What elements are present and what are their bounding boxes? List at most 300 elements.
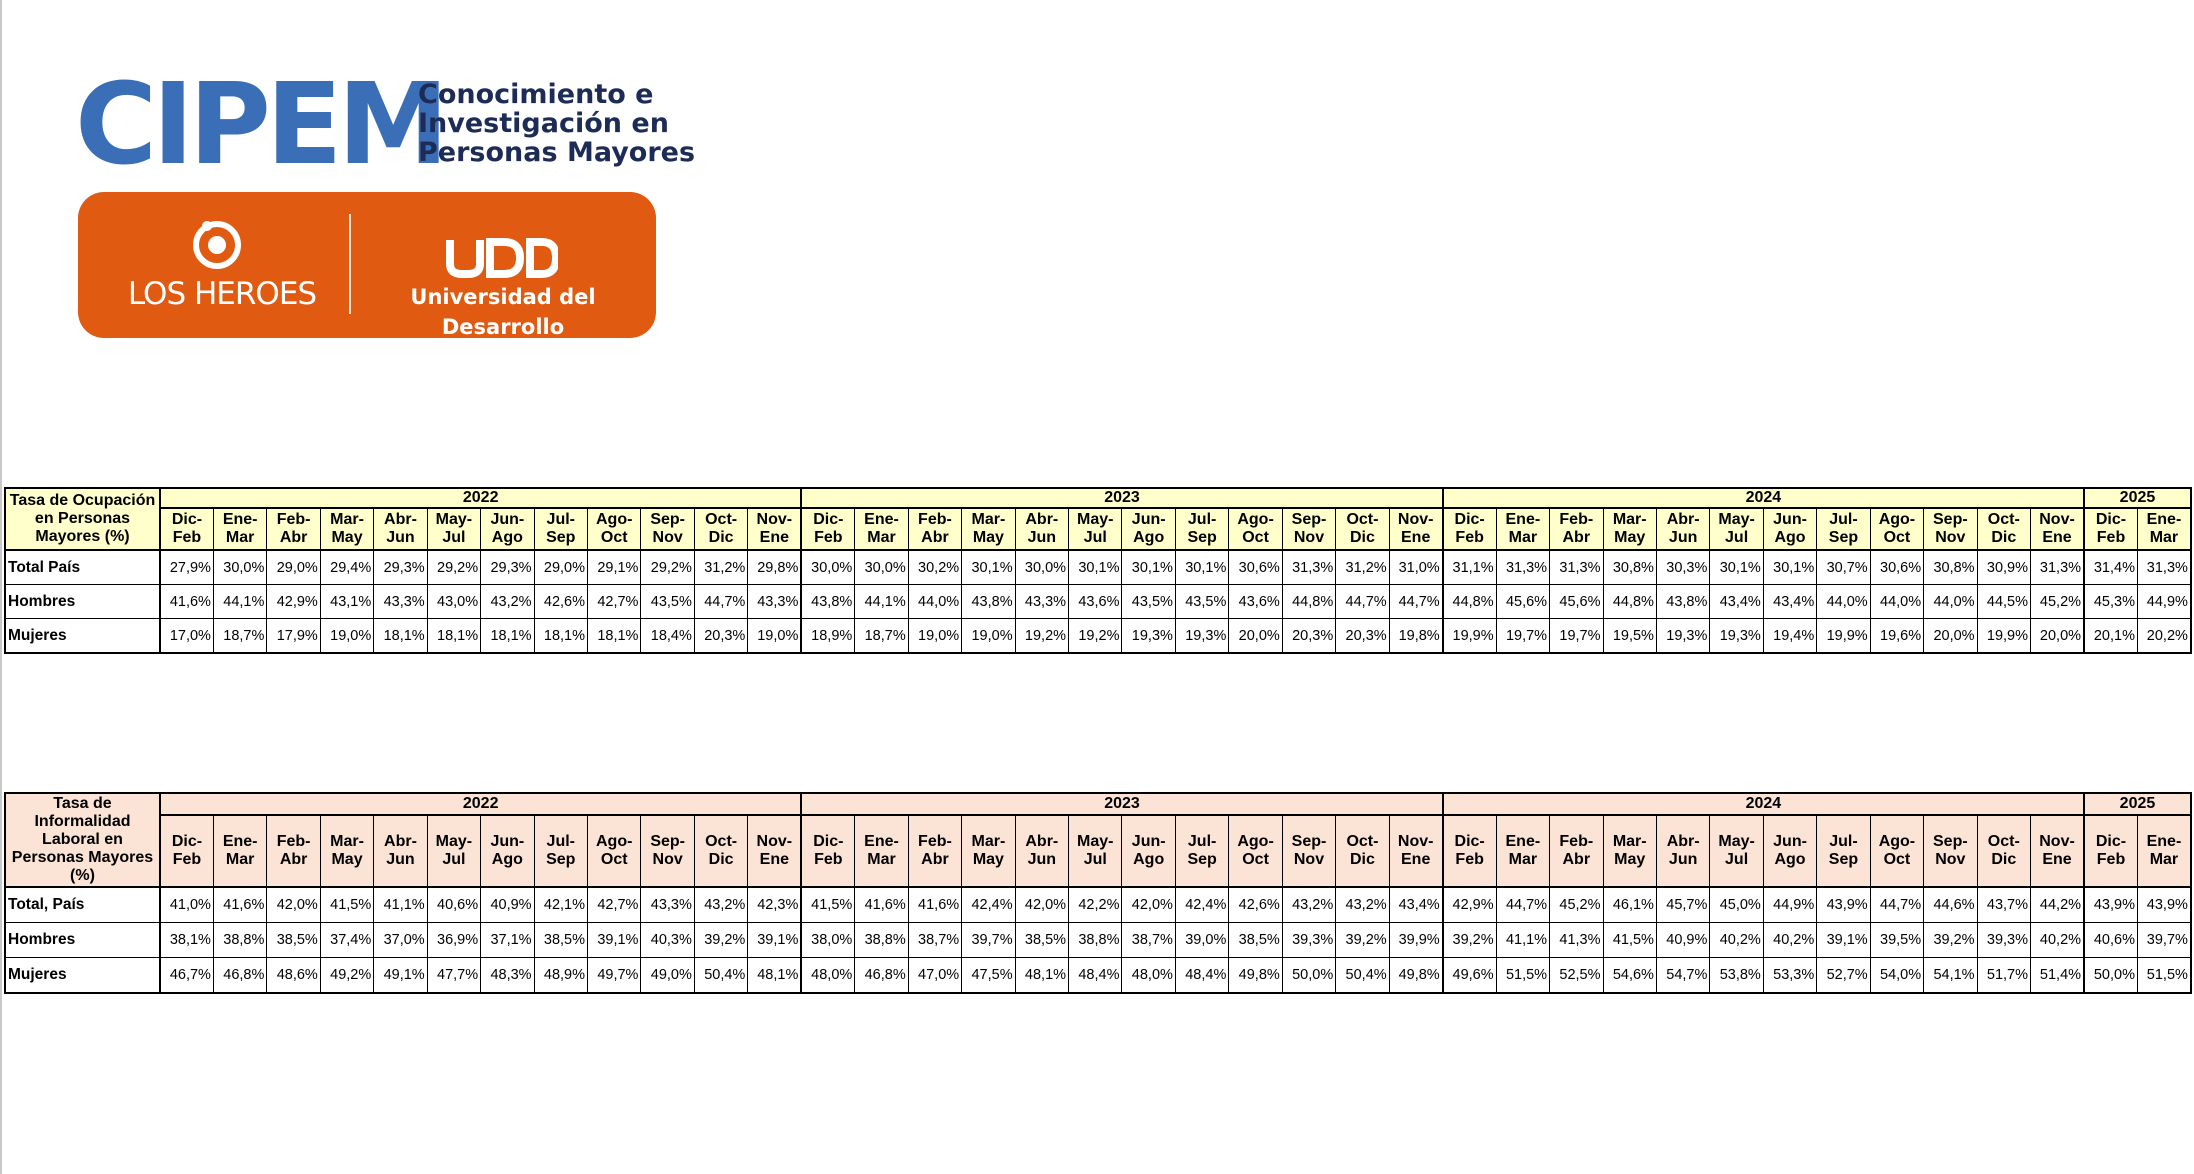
- udd-wordmark: Universidad del Desarrollo: [410, 285, 596, 339]
- table-cell: 40,2%: [1763, 923, 1816, 958]
- period-end: Sep: [1828, 851, 1859, 868]
- period-end: Abr: [279, 529, 308, 546]
- period-end: Ago: [491, 851, 523, 868]
- table-cell: 49,2%: [320, 958, 373, 994]
- period-start: Dic-: [171, 511, 203, 528]
- table-cell: 50,4%: [694, 958, 747, 994]
- table-cell: 44,0%: [1817, 585, 1870, 619]
- period-end: Jul: [442, 529, 466, 546]
- period-end: Jul: [1083, 529, 1107, 546]
- period-header: [748, 815, 802, 887]
- period-end: Feb: [2096, 529, 2126, 546]
- table-cell: 51,5%: [1496, 958, 1549, 994]
- table-cell: 50,0%: [2084, 958, 2137, 994]
- table-cell: 40,3%: [641, 923, 694, 958]
- table-cell: 42,9%: [267, 585, 320, 619]
- period-header: [1603, 815, 1656, 887]
- period-header: [1175, 815, 1228, 887]
- period-header: [1763, 815, 1816, 887]
- period-header: [1229, 815, 1282, 887]
- cipem-tagline-line: Conocimiento e: [418, 79, 654, 110]
- table-row: [5, 585, 2191, 619]
- period-header: [267, 508, 320, 550]
- period-end: Nov: [652, 851, 683, 868]
- table-cell: 48,0%: [1122, 958, 1175, 994]
- table-cell: 31,3%: [1282, 550, 1335, 585]
- table-cell: 43,8%: [801, 585, 854, 619]
- period-end: Ene: [759, 851, 789, 868]
- period-end: Sep: [1187, 851, 1217, 868]
- period-end: Mar: [1508, 529, 1538, 546]
- table-cell: 39,0%: [1175, 923, 1228, 958]
- period-end: Nov: [1293, 851, 1325, 868]
- table-cell: 41,5%: [1603, 923, 1656, 958]
- period-start: Jul-: [1187, 833, 1217, 850]
- table-cell: 46,1%: [1603, 887, 1656, 923]
- table-title: Tasa de Ocupación en Personas Mayores (%): [5, 488, 160, 550]
- period-start: Nov-: [1397, 511, 1434, 528]
- period-end: Abr: [921, 529, 949, 546]
- period-end: Mar: [2149, 851, 2179, 868]
- table-cell: 47,7%: [427, 958, 480, 994]
- table-row: [5, 958, 2191, 994]
- period-start: Mar-: [971, 511, 1006, 528]
- period-header: [427, 815, 480, 887]
- table-cell: 50,0%: [1282, 958, 1335, 994]
- informalidad-table: [4, 792, 2192, 994]
- table-cell: 40,2%: [2031, 923, 2085, 958]
- table-cell: 31,2%: [1336, 550, 1389, 585]
- table-cell: 19,6%: [1870, 619, 1923, 654]
- period-start: Ago-: [596, 833, 633, 850]
- period-header: [481, 508, 534, 550]
- row-label: Total País: [5, 550, 160, 585]
- table-cell: 44,5%: [1977, 585, 2030, 619]
- period-header: [962, 815, 1015, 887]
- table-cell: 43,6%: [1069, 585, 1122, 619]
- period-start: Ago-: [1878, 511, 1916, 528]
- table-cell: 20,3%: [694, 619, 747, 654]
- period-header: [908, 815, 961, 887]
- table-cell: 17,0%: [160, 619, 213, 654]
- table-cell: 44,7%: [694, 585, 747, 619]
- cipem-tagline-line: Investigación en: [418, 108, 669, 139]
- table-cell: 42,0%: [267, 887, 320, 923]
- table-cell: 29,8%: [748, 550, 802, 585]
- table-cell: 41,6%: [160, 585, 213, 619]
- period-header: [320, 508, 373, 550]
- table-cell: 43,3%: [641, 887, 694, 923]
- period-end: Nov: [1935, 851, 1966, 868]
- period-start: Ene-: [222, 833, 258, 850]
- period-end: Sep: [546, 529, 576, 546]
- table-cell: 49,8%: [1229, 958, 1282, 994]
- table-cell: 39,2%: [1336, 923, 1389, 958]
- period-header: [1496, 815, 1549, 887]
- period-header: [1229, 508, 1282, 550]
- table-cell: 43,6%: [1229, 585, 1282, 619]
- table-cell: 19,3%: [1656, 619, 1709, 654]
- table-cell: 44,6%: [1924, 887, 1977, 923]
- period-start: Jul-: [1829, 833, 1858, 850]
- period-start: Oct-: [705, 833, 738, 850]
- period-start: Jul-: [1187, 511, 1217, 528]
- table-cell: 31,2%: [694, 550, 747, 585]
- table-cell: 39,2%: [694, 923, 747, 958]
- table-cell: 42,2%: [1069, 887, 1122, 923]
- period-start: Dic-: [171, 833, 203, 850]
- table-row: [5, 619, 2191, 654]
- period-start: Feb-: [276, 511, 311, 528]
- table-cell: 20,3%: [1336, 619, 1389, 654]
- table-cell: 29,1%: [588, 550, 641, 585]
- period-header: [481, 815, 534, 887]
- table-cell: 51,4%: [2031, 958, 2085, 994]
- table-cell: 49,1%: [374, 958, 427, 994]
- period-start: Abr-: [384, 833, 417, 850]
- period-start: Jun-: [1773, 511, 1807, 528]
- table-cell: 44,7%: [1870, 887, 1923, 923]
- period-header: [801, 508, 854, 550]
- period-header: [908, 508, 961, 550]
- table-cell: 30,1%: [1710, 550, 1763, 585]
- period-end: Sep: [546, 851, 576, 868]
- period-end: Oct: [1883, 851, 1911, 868]
- period-start: Sep-: [1291, 511, 1327, 528]
- period-end: Dic: [1991, 529, 2017, 546]
- table-cell: 54,1%: [1924, 958, 1977, 994]
- period-header: [1389, 815, 1443, 887]
- period-header: [748, 508, 802, 550]
- period-start: Abr-: [384, 511, 417, 528]
- period-end: Dic: [1991, 851, 2017, 868]
- table-cell: 43,9%: [2137, 887, 2190, 923]
- table-cell: 48,9%: [534, 958, 587, 994]
- period-end: Abr: [1562, 851, 1591, 868]
- period-end: Ene: [1401, 529, 1431, 546]
- period-start: Abr-: [1025, 511, 1059, 528]
- table-cell: 48,1%: [1015, 958, 1068, 994]
- period-start: May-: [1718, 511, 1755, 528]
- period-end: Feb: [814, 529, 843, 546]
- period-header: [1603, 508, 1656, 550]
- period-end: Oct: [1883, 529, 1911, 546]
- table-cell: 29,4%: [320, 550, 373, 585]
- period-header: [1817, 508, 1870, 550]
- table-cell: 41,1%: [374, 887, 427, 923]
- los-heroes-wordmark: LOS HEROES: [127, 276, 317, 312]
- period-end: Jun: [386, 851, 415, 868]
- table-cell: 43,1%: [320, 585, 373, 619]
- table-cell: 18,4%: [641, 619, 694, 654]
- table-cell: 51,5%: [2137, 958, 2190, 994]
- period-header: [962, 508, 1015, 550]
- banner-divider: [349, 214, 351, 314]
- period-header: [2084, 815, 2137, 887]
- row-label: Hombres: [5, 585, 160, 619]
- period-header: [160, 508, 213, 550]
- table-cell: 27,9%: [160, 550, 213, 585]
- period-start: Nov-: [2039, 833, 2075, 850]
- udd-logo-mark: [446, 236, 558, 278]
- table-cell: 48,3%: [481, 958, 534, 994]
- table-cell: 31,4%: [2084, 550, 2137, 585]
- cipem-wordmark: CIPEM: [75, 60, 444, 190]
- table-cell: 54,7%: [1656, 958, 1709, 994]
- table-cell: 42,7%: [588, 887, 641, 923]
- period-start: Abr-: [1025, 833, 1059, 850]
- table-cell: 38,5%: [534, 923, 587, 958]
- table-cell: 44,2%: [2031, 887, 2085, 923]
- period-end: Jul: [442, 851, 466, 868]
- period-end: Ago: [1133, 851, 1165, 868]
- period-end: May: [972, 529, 1004, 546]
- table-cell: 42,1%: [534, 887, 587, 923]
- period-start: Ago-: [596, 511, 633, 528]
- table-row: [5, 923, 2191, 958]
- table-cell: 30,6%: [1870, 550, 1923, 585]
- table-cell: 19,9%: [1977, 619, 2030, 654]
- table-cell: 43,2%: [1282, 887, 1335, 923]
- table-cell: 39,7%: [2137, 923, 2190, 958]
- period-start: Sep-: [1933, 833, 1968, 850]
- table-cell: 43,9%: [1817, 887, 1870, 923]
- year-header: 2024: [1443, 488, 2084, 508]
- table-cell: 48,0%: [801, 958, 854, 994]
- period-end: May: [972, 851, 1004, 868]
- table-cell: 54,0%: [1870, 958, 1923, 994]
- table-cell: 45,6%: [1550, 585, 1603, 619]
- table-cell: 44,8%: [1603, 585, 1656, 619]
- table-cell: 41,6%: [855, 887, 908, 923]
- table-cell: 20,0%: [2031, 619, 2085, 654]
- table-cell: 19,5%: [1603, 619, 1656, 654]
- period-end: Sep: [1187, 529, 1217, 546]
- period-end: Jun: [386, 529, 415, 546]
- table-cell: 41,0%: [160, 887, 213, 923]
- period-end: Dic: [1349, 529, 1375, 546]
- table-cell: 43,8%: [1656, 585, 1709, 619]
- table-cell: 41,6%: [908, 887, 961, 923]
- period-end: May: [1614, 529, 1646, 546]
- table-cell: 43,2%: [481, 585, 534, 619]
- ocupacion-table: [4, 487, 2192, 654]
- period-start: Dic-: [813, 511, 844, 528]
- period-end: Mar: [225, 851, 255, 868]
- period-header: [320, 815, 373, 887]
- table-cell: 44,9%: [1763, 887, 1816, 923]
- table-cell: 31,3%: [1550, 550, 1603, 585]
- period-header: [1656, 508, 1709, 550]
- period-header: [1496, 508, 1549, 550]
- period-end: Dic: [708, 529, 734, 546]
- period-header: [213, 508, 266, 550]
- table-cell: 30,1%: [962, 550, 1015, 585]
- table-cell: 40,9%: [1656, 923, 1709, 958]
- table-cell: 30,2%: [908, 550, 961, 585]
- period-start: Sep-: [1291, 833, 1327, 850]
- table-cell: 48,4%: [1069, 958, 1122, 994]
- table-cell: 19,7%: [1550, 619, 1603, 654]
- period-header: [374, 815, 427, 887]
- table-cell: 39,1%: [588, 923, 641, 958]
- table-cell: 20,1%: [2084, 619, 2137, 654]
- table-cell: 31,0%: [1389, 550, 1443, 585]
- period-header: [641, 815, 694, 887]
- period-start: Ago-: [1237, 511, 1274, 528]
- period-header: [2031, 815, 2085, 887]
- table-cell: 29,0%: [267, 550, 320, 585]
- table-cell: 38,8%: [1069, 923, 1122, 958]
- table-cell: 43,4%: [1763, 585, 1816, 619]
- period-start: Oct-: [1987, 833, 2020, 850]
- period-start: Feb-: [1559, 833, 1594, 850]
- table-cell: 42,6%: [1229, 887, 1282, 923]
- table-cell: 30,3%: [1656, 550, 1709, 585]
- table-cell: 46,8%: [213, 958, 266, 994]
- table-cell: 39,7%: [962, 923, 1015, 958]
- period-header: [1550, 815, 1603, 887]
- table-cell: 38,5%: [1015, 923, 1068, 958]
- period-end: May: [331, 529, 363, 546]
- table-cell: 31,3%: [2137, 550, 2190, 585]
- period-header: [588, 508, 641, 550]
- table-cell: 30,0%: [213, 550, 266, 585]
- period-start: Dic-: [2095, 833, 2127, 850]
- period-start: Sep-: [1933, 511, 1968, 528]
- period-header: [374, 508, 427, 550]
- table-cell: 43,0%: [427, 585, 480, 619]
- table-cell: 19,2%: [1015, 619, 1068, 654]
- period-end: Ene: [759, 529, 789, 546]
- period-end: Mar: [867, 529, 896, 546]
- table-cell: 45,7%: [1656, 887, 1709, 923]
- table-cell: 19,3%: [1710, 619, 1763, 654]
- table-cell: 19,0%: [908, 619, 961, 654]
- period-header: [534, 815, 587, 887]
- period-start: Jul-: [546, 833, 575, 850]
- period-start: Ene-: [1505, 511, 1541, 528]
- period-start: Ene-: [864, 511, 899, 528]
- table-cell: 41,5%: [320, 887, 373, 923]
- period-start: Ene-: [864, 833, 899, 850]
- table-cell: 44,8%: [1443, 585, 1496, 619]
- period-header: [1656, 815, 1709, 887]
- period-header: [1443, 815, 1496, 887]
- table-cell: 29,2%: [427, 550, 480, 585]
- table-cell: 19,4%: [1763, 619, 1816, 654]
- table-cell: 19,3%: [1122, 619, 1175, 654]
- period-end: Oct: [1242, 529, 1269, 546]
- table-cell: 19,9%: [1443, 619, 1496, 654]
- table-cell: 19,0%: [962, 619, 1015, 654]
- period-header: [694, 815, 747, 887]
- table-cell: 41,3%: [1550, 923, 1603, 958]
- table-cell: 20,0%: [1229, 619, 1282, 654]
- table-cell: 45,6%: [1496, 585, 1549, 619]
- period-header: [855, 815, 908, 887]
- table-cell: 39,2%: [1443, 923, 1496, 958]
- period-start: May-: [1077, 833, 1114, 850]
- table-cell: 43,4%: [1389, 887, 1443, 923]
- period-end: Oct: [600, 529, 628, 546]
- period-end: Jul: [1083, 851, 1107, 868]
- period-end: Feb: [2096, 851, 2126, 868]
- period-start: Feb-: [276, 833, 311, 850]
- period-header: [1069, 815, 1122, 887]
- table-cell: 39,5%: [1870, 923, 1923, 958]
- los-heroes-ring-icon: [191, 218, 243, 270]
- period-header: [1977, 815, 2030, 887]
- period-start: May-: [435, 833, 473, 850]
- table-cell: 40,6%: [427, 887, 480, 923]
- table-cell: 42,3%: [748, 887, 802, 923]
- period-start: May-: [1718, 833, 1755, 850]
- period-start: Jun-: [1131, 511, 1166, 528]
- row-label: Total, País: [5, 887, 160, 923]
- period-header: [1870, 815, 1923, 887]
- period-start: Ene-: [1505, 833, 1541, 850]
- table-cell: 42,4%: [962, 887, 1015, 923]
- period-end: May: [1614, 851, 1646, 868]
- period-header: [534, 508, 587, 550]
- row-label: Mujeres: [5, 958, 160, 994]
- table-cell: 43,4%: [1710, 585, 1763, 619]
- period-start: Nov-: [756, 833, 793, 850]
- period-header: [213, 815, 266, 887]
- table-cell: 37,1%: [481, 923, 534, 958]
- table-cell: 48,1%: [748, 958, 802, 994]
- period-start: Ene-: [2146, 833, 2182, 850]
- table-cell: 36,9%: [427, 923, 480, 958]
- table-cell: 29,3%: [481, 550, 534, 585]
- period-start: Sep-: [650, 511, 685, 528]
- table-cell: 44,0%: [908, 585, 961, 619]
- cipem-tagline: [418, 80, 695, 167]
- table-cell: 41,6%: [213, 887, 266, 923]
- period-end: Feb: [1455, 529, 1484, 546]
- row-label: Mujeres: [5, 619, 160, 654]
- table-cell: 30,8%: [1603, 550, 1656, 585]
- table-cell: 18,9%: [801, 619, 854, 654]
- table-cell: 39,2%: [1924, 923, 1977, 958]
- period-start: Dic-: [1454, 511, 1485, 528]
- period-header: [1710, 815, 1763, 887]
- table-cell: 43,9%: [2084, 887, 2137, 923]
- table-cell: 20,2%: [2137, 619, 2190, 654]
- table-cell: 43,2%: [1336, 887, 1389, 923]
- period-end: Mar: [1508, 851, 1538, 868]
- table-cell: 30,7%: [1817, 550, 1870, 585]
- table-cell: 38,7%: [908, 923, 961, 958]
- period-end: Abr: [279, 851, 308, 868]
- period-end: Ago: [1133, 529, 1165, 546]
- period-end: Ago: [1774, 851, 1806, 868]
- table-cell: 40,9%: [481, 887, 534, 923]
- period-end: Jun: [1668, 529, 1698, 546]
- table-cell: 39,1%: [748, 923, 802, 958]
- table-cell: 18,7%: [855, 619, 908, 654]
- period-start: Mar-: [971, 833, 1006, 850]
- period-end: Oct: [1242, 851, 1269, 868]
- table-row: [5, 887, 2191, 923]
- period-start: Jun-: [1131, 833, 1166, 850]
- period-start: Jun-: [490, 511, 525, 528]
- period-end: Mar: [867, 851, 896, 868]
- period-header: [1282, 508, 1335, 550]
- table-cell: 42,6%: [534, 585, 587, 619]
- period-end: Feb: [172, 529, 202, 546]
